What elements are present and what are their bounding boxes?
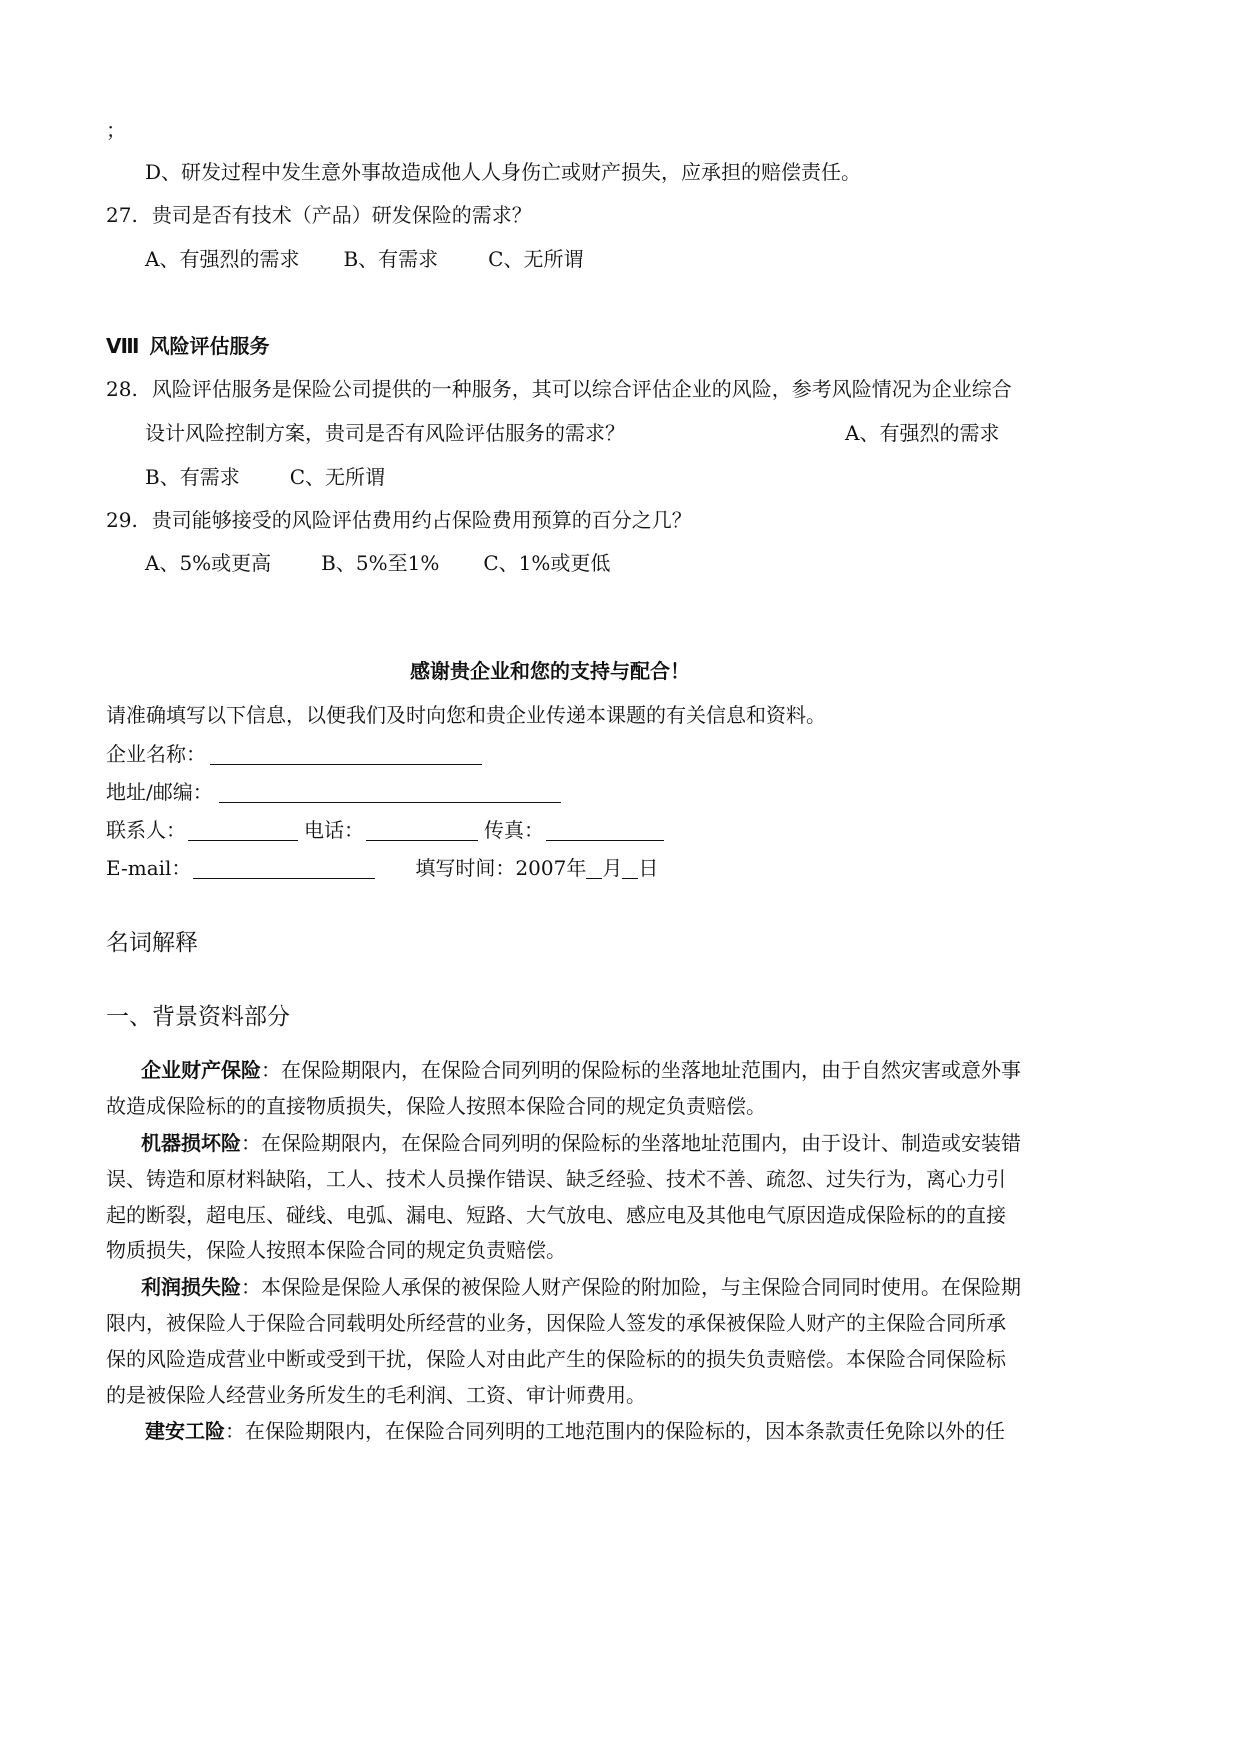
fax-label: 传真： <box>484 818 544 842</box>
month-field[interactable] <box>586 856 602 879</box>
term-name: 利润损失险 <box>141 1275 241 1299</box>
q29-options <box>145 549 610 577</box>
company-name-label: 企业名称： <box>106 742 206 766</box>
address-field[interactable] <box>219 780 561 803</box>
term-line: 的是被保险人经营业务所发生的毛利润、工资、审计师费用。 <box>106 1383 646 1407</box>
address-row <box>106 778 561 806</box>
question-29 <box>106 506 692 534</box>
phone-field[interactable] <box>366 818 478 841</box>
term-name: 建安工险 <box>145 1419 225 1443</box>
day-field[interactable] <box>622 856 638 879</box>
phone-label: 电话： <box>304 818 364 842</box>
option-b: B、5%至1% <box>321 551 440 575</box>
option-c: C、1%或更低 <box>483 551 611 575</box>
term-line <box>141 1129 1021 1157</box>
q28-option-a: A、有强烈的需求 <box>845 421 1000 445</box>
contact-field[interactable] <box>188 818 298 841</box>
question-number: 29. <box>106 508 138 532</box>
top-fragment: ； <box>106 118 126 142</box>
form-intro: 请准确填写以下信息，以便我们及时向您和贵企业传递本课题的有关信息和资料。 <box>106 703 826 727</box>
glossary-title: 名词解释 <box>106 930 198 956</box>
option-b: B、有需求 <box>145 465 240 489</box>
term-definition: ：在保险期限内，在保险合同列明的保险标的坐落地址范围内，由于设计、制造或安装错 <box>241 1131 1021 1155</box>
contact-label: 联系人： <box>106 818 186 842</box>
section-8-heading <box>106 332 269 360</box>
q27-options <box>145 245 583 273</box>
term-definition: ：在保险期限内，在保险合同列明的保险标的坐落地址范围内，由于自然灾害或意外事 <box>261 1058 1021 1082</box>
glossary-section-1: 一、背景资料部分 <box>106 1004 290 1030</box>
email-label: E-mail： <box>106 856 192 880</box>
term-line: 限内，被保险人于保险合同载明处所经营的业务，因保险人签发的承保被保险人财产的主保险合同所承 <box>106 1311 1006 1335</box>
option-a: A、有强烈的需求 <box>145 247 300 271</box>
email-field[interactable] <box>193 856 375 879</box>
date-label: 填写时间：2007年 <box>415 856 587 880</box>
company-name-field[interactable] <box>210 742 482 765</box>
q28-line2: 设计风险控制方案，贵司是否有风险评估服务的需求？ <box>145 421 625 445</box>
question-number: 28. <box>106 377 138 401</box>
question-28 <box>106 375 1012 403</box>
term-line <box>145 1417 1005 1445</box>
term-line: 保的风险造成营业中断或受到干扰，保险人对由此产生的保险标的的损失负责赔偿。本保险合同保险标 <box>106 1347 1006 1371</box>
day-label: 日 <box>638 856 659 880</box>
term-line <box>141 1273 1021 1301</box>
email-row <box>106 854 658 882</box>
company-name-row <box>106 740 482 768</box>
option-c: C、无所谓 <box>289 465 386 489</box>
q26-option-d: D、研发过程中发生意外事故造成他人人身伤亡或财产损失，应承担的赔偿责任。 <box>145 160 862 184</box>
q28-options <box>145 463 385 491</box>
question-text: 贵司能够接受的风险评估费用约占保险费用预算的百分之几？ <box>151 508 692 532</box>
option-a: A、5%或更高 <box>145 551 272 575</box>
month-label: 月 <box>602 856 623 880</box>
term-name: 企业财产保险 <box>141 1058 261 1082</box>
contact-row <box>106 816 664 844</box>
term-line <box>141 1056 1021 1084</box>
address-label: 地址/邮编： <box>106 780 213 804</box>
term-line: 起的断裂，超电压、碰线、电弧、漏电、短路、大气放电、感应电及其他电气原因造成保险标的的直接 <box>106 1203 1006 1227</box>
term-line: 误、铸造和原材料缺陷，工人、技术人员操作错误、缺乏经验、技术不善、疏忽、过失行为，离心力引 <box>106 1167 1006 1191</box>
question-27 <box>106 201 532 229</box>
section-title: 风险评估服务 <box>149 334 270 358</box>
term-line: 物质损失，保险人按照本保险合同的规定负责赔偿。 <box>106 1238 566 1262</box>
question-text: 贵司是否有技术（产品）研发保险的需求？ <box>151 203 532 227</box>
term-definition: ：在保险期限内，在保险合同列明的工地范围内的保险标的，因本条款责任免除以外的任 <box>225 1419 1005 1443</box>
question-text-line1: 风险评估服务是保险公司提供的一种服务，其可以综合评估企业的风险，参考风险情况为企业综合 <box>151 377 1012 401</box>
fax-field[interactable] <box>546 818 664 841</box>
term-definition: ：本保险是保险人承保的被保险人财产保险的附加险，与主保险合同同时使用。在保险期 <box>241 1275 1021 1299</box>
term-name: 机器损坏险 <box>141 1131 241 1155</box>
thanks-message: 感谢贵企业和您的支持与配合！ <box>410 659 690 683</box>
question-number: 27. <box>106 203 138 227</box>
term-line: 故造成保险标的的直接物质损失，保险人按照本保险合同的规定负责赔偿。 <box>106 1094 766 1118</box>
option-c: C、无所谓 <box>488 247 584 271</box>
option-b: B、有需求 <box>343 247 439 271</box>
section-numeral: Ⅷ <box>106 334 140 358</box>
